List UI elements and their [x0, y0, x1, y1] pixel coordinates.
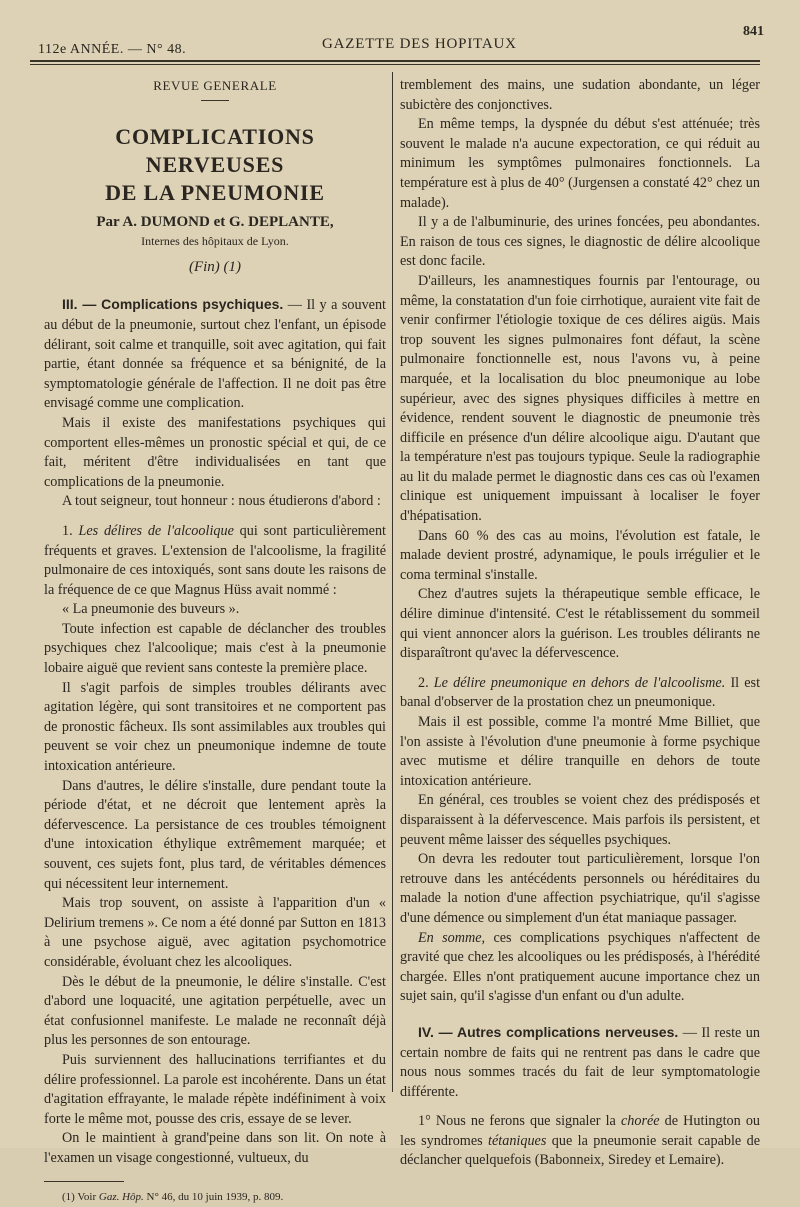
section-heading-iv: IV. — Autres complications nerveuses.	[418, 1024, 678, 1040]
paragraph-text: — Il y a souvent au début de la pneumonie, surtout chez l'enfant, un épisode délirant, soit calme et tranquille, soit avec agitation, qui fait partie, étant donnée sa fréquence et sa bénignité, de la symptomatologie générale de l'affection. Il ne doit pas être envisagé comme une complication.	[44, 297, 386, 411]
kicker-rule	[201, 100, 229, 101]
affiliation: Internes des hôpitaux de Lyon.	[44, 232, 386, 252]
paragraph-text: que la pneumonie serait capable de déclancher quelquefois (Babonneix, Siredey et Lemaire).	[400, 1133, 760, 1169]
paragraph: Dans 60 % des cas au moins, l'évolution est fatale, le malade devient prostré, adynamique, le pouls irrégulier et le coma terminal s'installe.	[400, 527, 760, 586]
footnote-rule	[44, 1181, 124, 1182]
column-divider	[392, 72, 393, 1092]
paragraph	[400, 1023, 760, 1102]
paragraph-text: ces complications psychiques n'affectent de gravité que chez les alcooliques ou les prédisposés, à l'hérédité chargée. Elles n'ont pratiquement aucune importance chez un sujet sain, qu'il s'agisse d'un enfant ou d'un adulte.	[400, 930, 760, 1005]
paragraph-text: — Il reste un certain nombre de faits qui ne rentrent pas dans le cadre que nous nous sommes tracés du fait de leur symptomatologie différente.	[400, 1025, 760, 1100]
issue-label: 112e ANNÉE. — N° 48.	[38, 42, 186, 58]
italic-term: chorée	[621, 1113, 660, 1129]
footnote-prefix: (1) Voir	[62, 1191, 96, 1203]
paragraph	[400, 929, 760, 1007]
paragraph: Dès le début de la pneumonie, le délire s'installe. C'est d'abord une loquacité, une agitation perpétuelle, avec un état confusionnel manifeste. Le malade ne reconnaît déjà plus les personnes de son entourage.	[44, 973, 386, 1051]
footnote	[44, 1188, 386, 1207]
paragraph: Il y a de l'albuminurie, des urines foncées, peu abondantes. En raison de tous ces signes, le diagnostic de délire alcoolique est donc facile.	[400, 213, 760, 272]
paragraph: Toute infection est capable de déclancher des troubles psychiques chez l'alcoolique; mais c'est à la pneumonie lobaire aiguë que revient sans conteste la première place.	[44, 620, 386, 679]
italic-term: tétaniques	[488, 1133, 546, 1149]
section-kicker: REVUE GENERALE	[44, 76, 386, 96]
paragraph: Puis surviennent des hallucinations terrifiantes et du délire professionnel. La parole est incohérente. Dans un état d'agitation effrayante, le malade répète indéfiniment à voix forte le même mot, pousse des cris, essaye de se lever.	[44, 1051, 386, 1129]
byline: Par A. DUMOND et G. DEPLANTE,	[44, 213, 386, 233]
paragraph: Mais il est possible, comme l'a montré Mme Billiet, que l'on assiste à l'évolution d'une pneumonie à forme psychique avec mutisme et délire tranquille en dehors de toute intoxication antérieure.	[400, 713, 760, 791]
italic-term: Les délires de l'alcoolique	[78, 523, 233, 539]
paragraph: Mais il existe des manifestations psychiques qui comportent elles-mêmes un pronostic spécial et qui, de ce fait, méritent d'être individualisées en tant que complications de la pneumonie.	[44, 414, 386, 492]
journal-title: GAZETTE DES HOPITAUX	[322, 36, 517, 53]
right-column	[400, 76, 760, 1171]
paragraph: Il s'agit parfois de simples troubles délirants avec agitation légère, qui sont transitoires et ne comportent pas de pronostic fâcheux. Ils sont assimilables aux troubles qui peuvent se voir chez un pneumonique indemne de toute intoxication antérieure.	[44, 679, 386, 777]
title-line-1: COMPLICATIONS NERVEUSES	[44, 123, 386, 179]
quote: « La pneumonie des buveurs ».	[44, 600, 386, 620]
paragraph: On le maintient à grand'peine dans son lit. On note à l'examen un visage congestionné, vultueux, du	[44, 1129, 386, 1168]
footnote-source: Gaz. Hôp.	[99, 1191, 144, 1203]
paragraph	[44, 295, 386, 414]
paragraph	[44, 522, 386, 600]
paragraph: A tout seigneur, tout honneur : nous étudierons d'abord :	[44, 492, 386, 512]
paragraph: En général, ces troubles se voient chez des prédisposés et disparaissent à la défervescence. Mais parfois ils persistent, et peuvent même laisser des séquelles psychiques.	[400, 791, 760, 850]
italic-term: Le délire pneumonique en dehors de l'alcoolisme.	[434, 675, 725, 691]
paragraph: On devra les redouter tout particulièrement, lorsque l'on retrouve dans les antécédents personnels ou héréditaires du malade la notion d'une affection psychiatrique, qu'il s'agisse d'une démence ou simplement d'un état maniaque passager.	[400, 850, 760, 928]
paragraph-text: qui sont particulièrement fréquents et graves. L'extension de l'alcoolisme, la fragilité pulmonaire de ces intoxiqués, sont sans doute les raisons de la fréquence de ce que Magnus Hüss avait nommé :	[44, 523, 386, 598]
paragraph: Dans d'autres, le délire s'installe, dure pendant toute la période d'état, et ne décroit que lentement après la défervescence. La persistance de ces troubles témoignent d'une intoxication éthylique extrêmement marquée; et souvent, ces sujets font, plus tard, de véritables démences qui nécessitent leur internement.	[44, 777, 386, 895]
title-line-2: DE LA PNEUMONIE	[44, 179, 386, 207]
list-number: 2.	[418, 675, 429, 691]
article-title	[44, 123, 386, 207]
italic-term: En somme,	[418, 930, 485, 946]
left-column	[44, 76, 386, 1207]
paragraph-text: de Hutington ou les syndromes	[400, 1113, 760, 1149]
header-rule	[30, 60, 760, 62]
fin-note: (Fin) (1)	[44, 258, 386, 278]
paragraph	[400, 674, 760, 713]
list-number: 1.	[62, 523, 73, 539]
paragraph: Chez d'autres sujets la thérapeutique semble efficace, le délire diminue d'intensité. C'est le rétablissement du sommeil qui vient annoncer alors la guérison. Les troubles délirants ne disparaîtront qu'avec la défervescence.	[400, 585, 760, 663]
header-rule-thin	[30, 64, 760, 65]
paragraph: Mais trop souvent, on assiste à l'apparition d'un « Delirium tremens ». Ce nom a été donné par Sutton en 1813 à une psychose aiguë, avec agitation psychomotrice considérable, évoluant chez les alcooliques.	[44, 894, 386, 972]
paragraph: tremblement des mains, une sudation abondante, un léger subictère des conjonctives.	[400, 76, 760, 115]
paragraph-text: 1° Nous ne ferons que signaler la	[418, 1113, 616, 1129]
footnote-ref: N° 46, du 10 juin 1939, p. 809.	[147, 1191, 284, 1203]
paragraph: En même temps, la dyspnée du début s'est atténuée; très souvent le malade n'a aucune expectoration, ce qui réduit au minimum les symptômes pulmonaires fonctionnels. La température est à plus de 40° (Jurgensen a constaté 42° chez un malade).	[400, 115, 760, 213]
paragraph	[400, 1112, 760, 1171]
paragraph: D'ailleurs, les anamnestiques fournis par l'entourage, ou même, la constatation d'un foie cirrhotique, auraient vite fait de venir confirmer l'étiologie toxique de ces délires aigüs. Mais trop souvent les signes pulmonaires font défaut, la scène pulmonaire fonctionnelle est, nous l'avons vu, à peine marquée, et la localisation du bloc pneumonique au lobe supérieur, avec des signes physiques difficiles à mettre en évidence, rendent souvent le diagnostic de pneumonie très difficile en présence d'un délire alcoolique aigu. D'autant que la température n'est pas toujours typique. Seule la radiographie au lit du malade permet le diagnostic dans ces cas où l'examen clinique est uniquement impuissant à localiser le foyer d'hépatisation.	[400, 272, 760, 527]
paragraph-text: Il est banal d'observer de la prostation chez un pneumonique.	[400, 675, 760, 711]
page-number: 841	[743, 24, 764, 40]
section-heading-iii: III. — Complications psychiques.	[62, 296, 283, 312]
